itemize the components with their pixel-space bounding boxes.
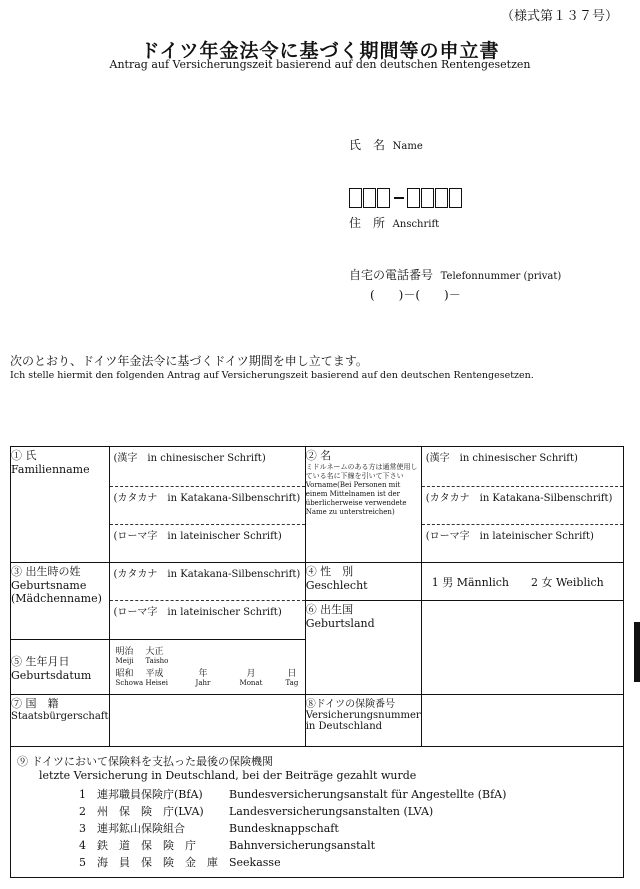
month-label-de: Monat bbox=[239, 679, 263, 687]
statement-de: Ich stelle hiermit den folgenden Antrag auf Versicherungszeit basierend auf den deutschen Rentengesetzen. bbox=[10, 370, 534, 381]
given-name-note-de: Vorname(Bei Personen mit einem Mittelnamen ist der überlicherweise verwendete Name zu unterstreichen) bbox=[305, 481, 407, 516]
agency-option[interactable] bbox=[79, 786, 617, 803]
postal-digit-box[interactable] bbox=[449, 188, 462, 208]
postal-code-boxes[interactable] bbox=[349, 188, 463, 208]
family-name-label-jp: ① 氏 bbox=[11, 449, 37, 462]
birth-name-katakana[interactable]: (カタカナ in Katakana-Silbenschrift) bbox=[110, 563, 305, 601]
family-name-kanji[interactable]: (漢字 in chinesischer Schrift) bbox=[110, 447, 305, 487]
postal-digit-box[interactable] bbox=[349, 188, 362, 208]
era-showa[interactable]: 昭和 bbox=[115, 669, 134, 679]
postal-digit-box[interactable] bbox=[377, 188, 390, 208]
address-label bbox=[349, 214, 439, 231]
insurance-number-label-de: Versicherungsnummer in Deutschland bbox=[305, 710, 421, 732]
agency-jp: 2 州 保 険 庁(LVA) bbox=[79, 805, 204, 818]
agency-option[interactable] bbox=[79, 803, 617, 820]
birth-country-label-jp: ⑥ 出生国 bbox=[305, 603, 354, 616]
name-label bbox=[349, 136, 423, 153]
birth-name-label-de: Geburtsname (Mädchenname) bbox=[11, 579, 102, 605]
address-label-de: Anschrift bbox=[392, 219, 440, 230]
given-name-label-jp: ② 名 bbox=[305, 449, 332, 462]
sex-label-de: Geschlecht bbox=[305, 579, 368, 592]
given-name-header bbox=[305, 447, 421, 563]
nationality-label-jp: ⑦ 国 籍 bbox=[11, 697, 59, 710]
nationality-header bbox=[11, 695, 110, 747]
name-label-de: Name bbox=[392, 141, 423, 152]
family-name-latin[interactable]: (ローマ字 in lateinischer Schrift) bbox=[113, 531, 282, 542]
last-insurance-label-jp: ⑨ ドイツにおいて保険料を支払った最後の保険機関 bbox=[17, 755, 273, 768]
page-subtitle: Antrag auf Versicherungszeit basierend auf den deutschen Rentengesetzen bbox=[109, 58, 531, 71]
phone-label-jp: 自宅の電話番号 bbox=[349, 268, 434, 282]
sex-label-jp: ④ 性 別 bbox=[305, 565, 354, 578]
last-insurance-section bbox=[11, 747, 624, 878]
year-label-de: Jahr bbox=[195, 679, 211, 687]
sex-header bbox=[305, 563, 421, 601]
era-taisho[interactable]: 大正 bbox=[145, 647, 164, 657]
birth-name-latin[interactable]: (ローマ字 in lateinischer Schrift) bbox=[113, 607, 282, 618]
phone-format[interactable]: ( )－( )－ bbox=[370, 288, 461, 302]
agency-list bbox=[17, 786, 617, 871]
agency-jp: 4 鉄 道 保 険 庁 bbox=[79, 839, 196, 852]
address-label-jp: 住 所 bbox=[349, 216, 386, 230]
given-name-katakana[interactable]: (カタカナ in Katakana-Silbenschrift) bbox=[422, 487, 623, 525]
year-label-jp: 年 bbox=[198, 669, 208, 679]
agency-option[interactable] bbox=[79, 820, 617, 837]
birth-country-field[interactable] bbox=[421, 601, 623, 695]
day-label-de: Tag bbox=[285, 679, 299, 687]
birthdate-label-de: Geburtsdatum bbox=[11, 668, 92, 682]
given-name-field[interactable] bbox=[421, 447, 623, 563]
name-label-jp: 氏 名 bbox=[349, 138, 386, 152]
phone-label bbox=[349, 266, 561, 283]
birth-country-header bbox=[305, 601, 421, 695]
birth-name-header bbox=[11, 563, 110, 640]
agency-de: Landesversicherungsanstalten (LVA) bbox=[229, 805, 434, 818]
era-taisho-roman: Taisho bbox=[145, 657, 169, 665]
last-insurance-label-de: letzte Versicherung in Deutschland, bei der Beiträge gezahlt wurde bbox=[39, 769, 417, 782]
insurance-number-label-jp: ⑧ドイツの保険番号 bbox=[305, 699, 396, 710]
agency-de: Seekasse bbox=[229, 856, 281, 869]
birth-name-field[interactable] bbox=[109, 563, 305, 640]
nationality-field[interactable] bbox=[109, 695, 305, 747]
given-name-kanji[interactable]: (漢字 in chinesischer Schrift) bbox=[422, 447, 623, 487]
agency-de: Bahnversicherungsanstalt bbox=[229, 839, 376, 852]
month-label-jp: 月 bbox=[246, 669, 256, 679]
family-name-label-de: Familienname bbox=[11, 463, 90, 476]
given-name-latin[interactable]: (ローマ字 in lateinischer Schrift) bbox=[425, 531, 594, 542]
page-title: ドイツ年金法令に基づく期間等の申立書 bbox=[140, 40, 500, 62]
statement-jp: 次のとおり、ドイツ年金法令に基づくドイツ期間を申し立てます。 bbox=[10, 354, 368, 368]
birth-country-label-de: Geburtsland bbox=[305, 617, 375, 630]
insurance-number-header bbox=[305, 695, 421, 747]
agency-option[interactable] bbox=[79, 854, 617, 871]
postal-dash bbox=[394, 197, 404, 199]
birthdate-field[interactable] bbox=[109, 640, 305, 695]
era-meiji-roman: Meiji bbox=[115, 657, 134, 665]
family-name-katakana[interactable]: (カタカナ in Katakana-Silbenschrift) bbox=[110, 487, 305, 525]
insurance-number-field[interactable] bbox=[421, 695, 623, 747]
postal-digit-box[interactable] bbox=[421, 188, 434, 208]
era-meiji[interactable]: 明治 bbox=[115, 647, 134, 657]
birthdate-header bbox=[11, 640, 110, 695]
agency-de: Bundesknappschaft bbox=[229, 822, 339, 835]
phone-label-de: Telefonnummer (privat) bbox=[440, 271, 562, 282]
nationality-label-de: Staatsbürgerschaft bbox=[11, 711, 109, 722]
application-form-table bbox=[10, 446, 624, 878]
agency-option[interactable] bbox=[79, 837, 617, 854]
birth-name-label-jp: ③ 出生時の姓 bbox=[11, 565, 81, 578]
family-name-field[interactable] bbox=[109, 447, 305, 563]
agency-jp: 3 連邦鉱山保険組合 bbox=[79, 822, 185, 835]
sex-options[interactable]: 1 男 Männlich 2 女 Weiblich bbox=[421, 563, 623, 601]
birthdate-label-jp: ⑤ 生年月日 bbox=[11, 654, 70, 668]
agency-jp: 1 連邦職員保険庁(BfA) bbox=[79, 788, 203, 801]
era-heisei-roman: Heisei bbox=[145, 679, 168, 687]
agency-de: Bundesversicherungsanstalt für Angestellte (BfA) bbox=[229, 788, 507, 801]
era-showa-roman: Schowa bbox=[115, 679, 144, 687]
form-number: （様式第１３７号） bbox=[500, 9, 618, 24]
postal-digit-box[interactable] bbox=[363, 188, 376, 208]
postal-digit-box[interactable] bbox=[407, 188, 420, 208]
era-heisei[interactable]: 平成 bbox=[145, 669, 164, 679]
family-name-header bbox=[11, 447, 110, 563]
given-name-note-jp: ミドルネームのある方は通常使用している名に下線を引いて下さい bbox=[305, 463, 418, 480]
day-label-jp: 日 bbox=[287, 669, 297, 679]
edge-mark bbox=[634, 622, 640, 682]
postal-digit-box[interactable] bbox=[435, 188, 448, 208]
agency-jp: 5 海 員 保 険 金 庫 bbox=[79, 856, 218, 869]
